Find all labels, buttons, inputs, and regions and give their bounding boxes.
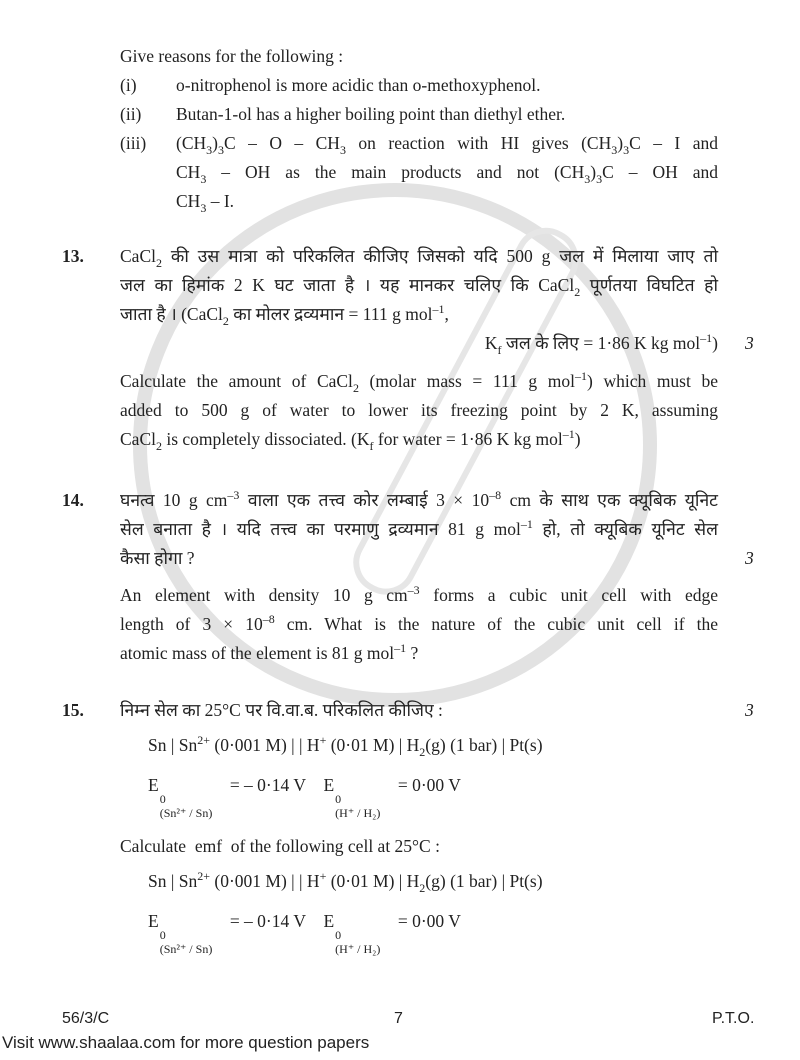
q14-hindi-line-wrap	[120, 544, 754, 573]
standard-symbol: 0	[335, 928, 342, 942]
superscript: –1	[562, 427, 575, 441]
q12-item-text: o-nitrophenol is more acidic than o-methoxyphenol.	[176, 75, 541, 95]
question-number: 13.	[62, 246, 84, 266]
question-number: 14.	[62, 490, 84, 510]
subscript: 2	[574, 285, 581, 299]
subscript: 2	[419, 745, 426, 759]
superscript: 2+	[197, 733, 210, 747]
q12-item	[120, 71, 718, 100]
q15-english-line: Calculate emf of the following cell at 25°C :	[120, 836, 440, 856]
superscript: +	[319, 733, 327, 747]
superscript: –1	[394, 641, 407, 655]
visit-shaalaa-link[interactable]: Visit www.shaalaa.com for more question papers	[2, 1033, 370, 1052]
paper-code: 56/3/C	[62, 1010, 110, 1027]
q12-item-text: Butan-1-ol has a higher boiling point than diethyl ether.	[176, 104, 566, 124]
potential-label	[335, 928, 380, 956]
q12-item	[120, 100, 718, 129]
q14-english-line: atomic mass of the element is 81 g mol$^{-1}$ ?	[120, 641, 419, 663]
electrode-couple: (H⁺ / H₂)	[335, 806, 381, 820]
subscript: 2	[419, 881, 426, 895]
superscript: –1	[700, 331, 713, 345]
subscript: 2	[155, 439, 162, 453]
subscript: 3	[206, 143, 213, 157]
cell-notation: Sn | $Sn^{2+}$ (0·001 M) | | H+ (0·01 M) | $H_2(g)$ (1 bar) | Pt(s)	[148, 733, 543, 759]
potential-label	[335, 792, 380, 820]
question-12	[62, 42, 772, 216]
q13-hindi-line: जाता है । (CaCl$_2$ का मोलर द्रव्यमान = 111 g mol$^{-1}$,	[120, 302, 449, 328]
superscript: +	[319, 869, 327, 883]
q12-intro: Give reasons for the following :	[120, 46, 344, 66]
standard-symbol: 0	[335, 792, 342, 806]
superscript: –8	[262, 612, 275, 626]
standard-symbol: 0	[159, 928, 166, 942]
q15-hindi-line-wrap	[120, 696, 754, 725]
q13-english-line: CaCl$_2$ is completely dissociated. ($K_f$ for water = 1·86 K kg mol$^{-1}$)	[120, 427, 581, 453]
cell-notation: Sn | $Sn^{2+}$ (0·001 M) | | H+ (0·01 M) | $H_2(g)$ (1 bar) | Pt(s)	[148, 869, 543, 895]
pto-label: P.T.O.	[712, 1010, 755, 1027]
subscript: f	[497, 343, 502, 357]
subscript: f	[369, 439, 374, 453]
q13-english-line: added to 500 g of water to lower its freezing point by 2 K, assuming	[120, 400, 718, 420]
subscript: 3	[623, 143, 630, 157]
q14-english-line: An element with density 10 g $cm^{-3}$ forms a cubic unit cell with edge	[120, 583, 718, 605]
subscript: 3	[217, 143, 224, 157]
superscript: 2+	[197, 869, 210, 883]
potential-label	[160, 928, 213, 956]
q12-item-label: (iii)	[120, 133, 147, 153]
electrode-couple: (Sn²⁺ / Sn)	[159, 806, 213, 820]
question-13	[62, 242, 772, 454]
electrode-couple: (Sn²⁺ / Sn)	[159, 942, 213, 956]
q13-hindi-line-wrap	[120, 329, 754, 358]
q12-item-text: $(CH_3)_3C$ – O – $CH_3$ on reaction with HI gives $(CH_3)_3C$ – I and	[176, 133, 718, 157]
subscript: 3	[584, 172, 591, 186]
q13-hindi-line: $K_f$ जल के लिए = 1·86 K kg mol$^{-1}$)	[484, 331, 718, 357]
subscript: 3	[200, 172, 207, 186]
potential-label	[160, 792, 213, 820]
q14-hindi-line: कैसा होगा ?	[120, 548, 195, 568]
superscript: –1	[520, 517, 533, 531]
q13-hindi-line: CaCl$_2$ की उस मात्रा को परिकलित कीजिए जिसको यदि 500 g जल में मिलाया जाए तो	[120, 246, 718, 270]
q13-hindi-line: जल का हिमांक 2 K घट जाता है । यह मानकर चलिए कि CaCl$_2$ पूर्णतया विघटित हो	[120, 275, 718, 299]
subscript: 3	[339, 143, 346, 157]
q14-hindi-line: घनत्व 10 g $cm^{-3}$ वाला एक तत्त्व कोर लम्बाई $3 \times 10^{-8}$ cm के साथ एक क्यूबिक यूनिट	[120, 488, 718, 510]
question-number: 15.	[62, 700, 84, 720]
q15-hindi-line: निम्न सेल का 25°C पर वि.वा.ब. परिकलित कीजिए :	[120, 700, 443, 720]
q12-item	[120, 129, 718, 216]
q12-item-label: (i)	[120, 75, 137, 95]
marks: 3	[745, 548, 754, 568]
q14-english-line: length of $3 \times 10^{-8}$ cm. What is the nature of the cubic unit cell if the	[120, 612, 718, 634]
superscript: –8	[489, 488, 502, 502]
page-content	[62, 42, 772, 956]
subscript: 2	[222, 314, 229, 328]
q14-hindi-line: सेल बनाता है । यदि तत्त्व का परमाणु द्रव्यमान 81 g mol$^{-1}$ हो, तो क्यूबिक यूनिट सेल	[120, 517, 718, 539]
question-15	[62, 696, 772, 956]
superscript: –1	[432, 302, 445, 316]
q12-item-text: $CH_3$ – I.	[176, 191, 235, 215]
q13-english-line: Calculate the amount of CaCl$_2$ (molar mass = 111 g mol$^{-1}$) which must be	[120, 369, 718, 395]
superscript: –1	[575, 369, 588, 383]
q12-item-label: (ii)	[120, 104, 142, 124]
q12-item-text: $CH_3$ – OH as the main products and not $(CH_3)_3C$ – OH and	[176, 162, 718, 186]
electrode-potentials: E 0 (Sn²⁺ / Sn) = – 0·14 V E 0 (H⁺ / H₂) = 0·00 V	[148, 775, 461, 820]
subscript: 2	[155, 256, 162, 270]
superscript: –3	[227, 488, 240, 502]
subscript: 3	[596, 172, 603, 186]
marks: 3	[745, 333, 754, 353]
subscript: 3	[200, 201, 207, 215]
electrode-couple: (H⁺ / H₂)	[335, 942, 381, 956]
page-number: 7	[394, 1010, 403, 1027]
question-14	[62, 486, 772, 668]
subscript: 2	[352, 381, 359, 395]
standard-symbol: 0	[159, 792, 166, 806]
superscript: –3	[407, 583, 420, 597]
electrode-potentials: E 0 (Sn²⁺ / Sn) = – 0·14 V E 0 (H⁺ / H₂) = 0·00 V	[148, 911, 461, 956]
subscript: 3	[611, 143, 618, 157]
marks: 3	[745, 700, 754, 720]
